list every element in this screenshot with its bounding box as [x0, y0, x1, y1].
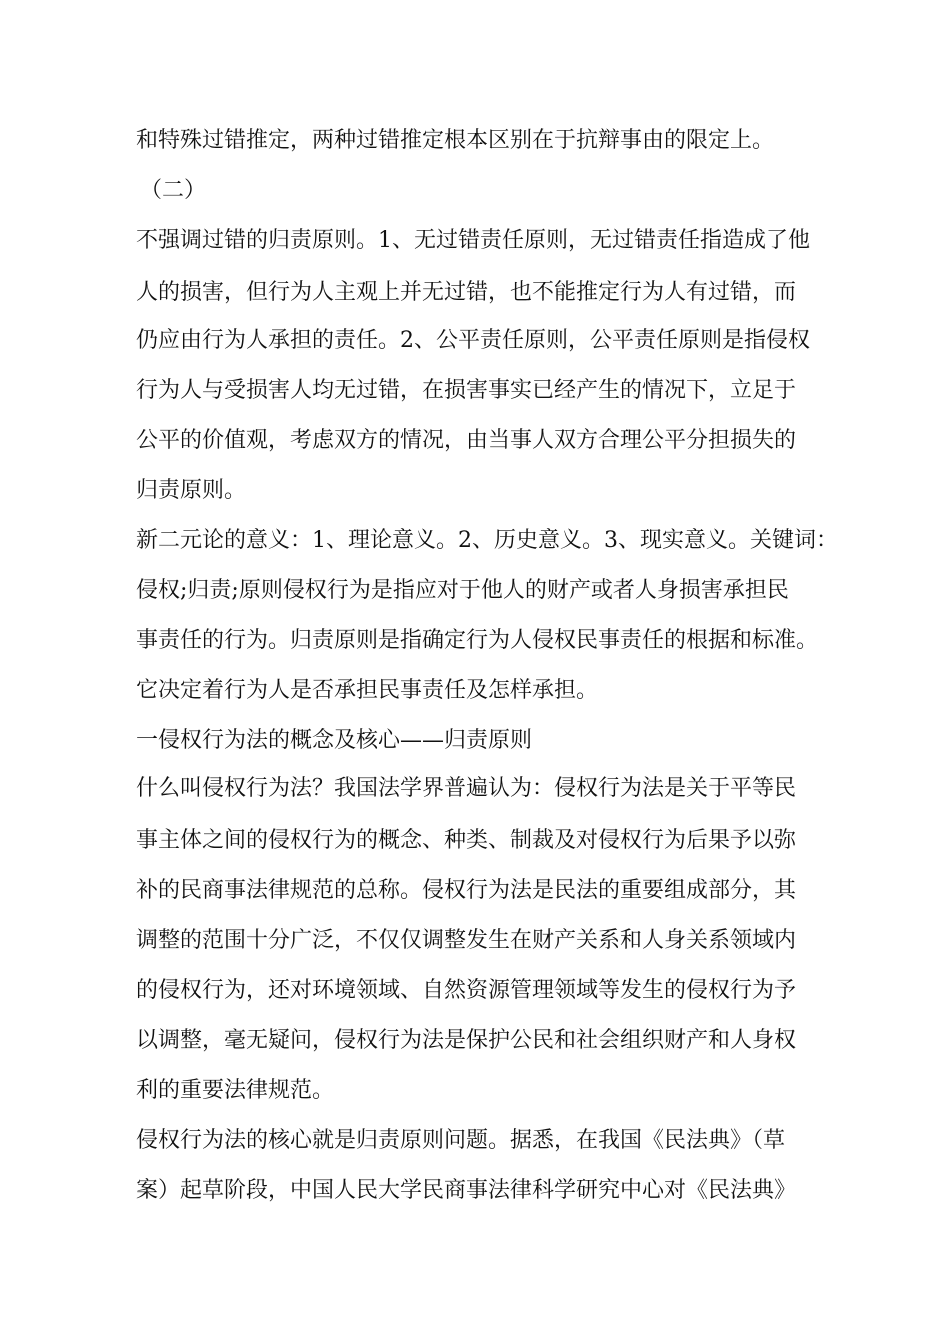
text-line: 公平的价值观，考虑双方的情况，由当事人双方合理公平分担损失的	[136, 428, 797, 453]
text-line: 仍应由行为人承担的责任。2、公平责任原则，公平责任原则是指侵权	[136, 328, 810, 353]
text-line: 侵权;归责;原则侵权行为是指应对于他人的财产或者人身损害承担民	[136, 578, 789, 603]
text-line: 调整的范围十分广泛，不仅仅调整发生在财产关系和人身关系领域内	[136, 928, 797, 953]
section-heading: （二）	[140, 178, 207, 203]
text-line: 以调整，毫无疑问，侵权行为法是保护公民和社会组织财产和人身权	[136, 1028, 797, 1053]
text-line: 它决定着行为人是否承担民事责任及怎样承担。	[136, 678, 599, 703]
text-line: 什么叫侵权行为法？我国法学界普遍认为：侵权行为法是关于平等民	[136, 776, 797, 801]
text-line: 案）起草阶段，中国人民大学民商事法律科学研究中心对《民法典》	[136, 1178, 797, 1203]
text-line: 的侵权行为，还对环境领域、自然资源管理领域等发生的侵权行为予	[136, 978, 797, 1003]
text-line: 行为人与受损害人均无过错，在损害事实已经产生的情况下，立足于	[136, 378, 797, 403]
text-line: 新二元论的意义：1、理论意义。2、历史意义。3、现实意义。关键词：	[136, 528, 838, 553]
section-heading: 一侵权行为法的概念及核心——归责原则	[136, 728, 533, 753]
text-line: 补的民商事法律规范的总称。侵权行为法是民法的重要组成部分，其	[136, 878, 797, 903]
text-line: 和特殊过错推定，两种过错推定根本区别在于抗辩事由的限定上。	[136, 128, 775, 153]
text-line: 侵权行为法的核心就是归责原则问题。据悉，在我国《民法典》（草	[136, 1128, 786, 1153]
text-line: 事主体之间的侵权行为的概念、种类、制裁及对侵权行为后果予以弥	[136, 828, 797, 853]
text-line: 不强调过错的归责原则。1、无过错责任原则，无过错责任指造成了他	[136, 228, 810, 253]
text-line: 事责任的行为。归责原则是指确定行为人侵权民事责任的根据和标准。	[136, 628, 819, 653]
text-line: 利的重要法律规范。	[136, 1078, 335, 1103]
text-line: 人的损害，但行为人主观上并无过错，也不能推定行为人有过错，而	[136, 280, 797, 305]
text-line: 归责原则。	[136, 478, 247, 503]
